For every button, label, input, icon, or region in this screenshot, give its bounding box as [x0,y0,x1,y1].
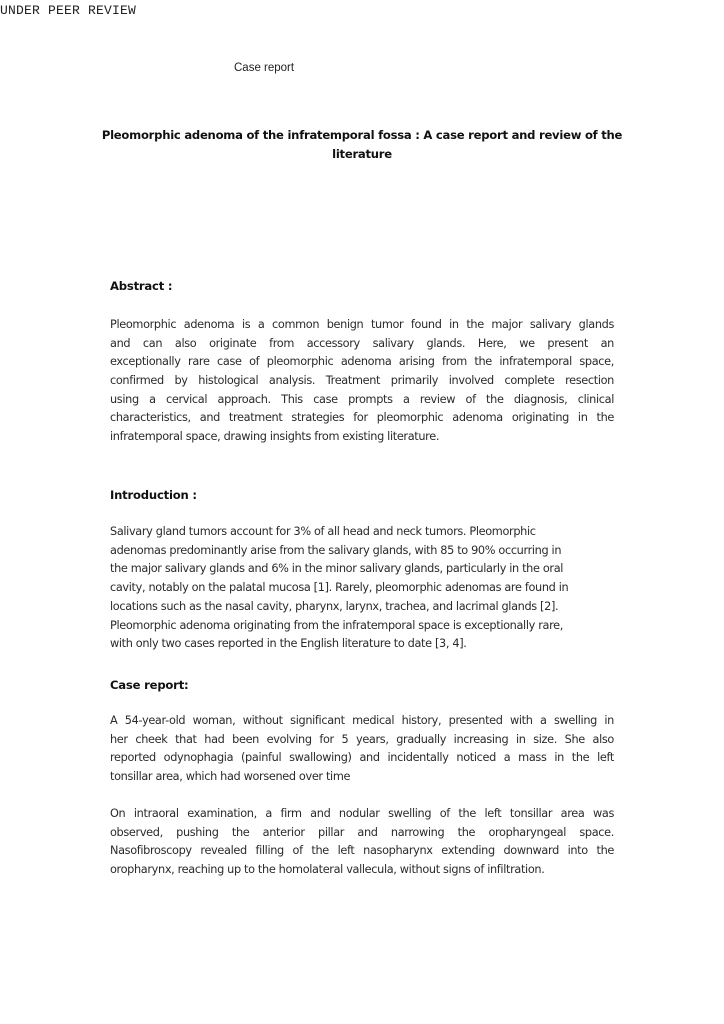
text-line: cavity, notably on the palatal mucosa [1]. Rarely, pleomorphic adenomas are found in [110,581,569,595]
case-report-paragraph-1 [110,712,614,787]
text-line: oropharynx, reaching up to the homolateral vallecula, without signs of infiltration. [110,863,545,877]
introduction-heading: Introduction : [110,488,197,502]
peer-review-stamp: UNDER PEER REVIEW [0,3,137,18]
text-line: Pleomorphic adenoma originating from the infratemporal space is exceptionally rare, [110,618,563,632]
abstract-heading: Abstract : [110,279,173,293]
text-line: Nasofibroscopy revealed filling of the left nasopharynx extending downward into the [110,844,614,858]
title-line: Pleomorphic adenoma of the infratemporal fossa : A case report and review of the [101,128,623,142]
title-line: literature [332,147,392,161]
text-line: characteristics, and treatment strategies for pleomorphic adenoma originating in the [110,411,614,425]
case-report-heading: Case report: [110,678,189,692]
text-line: Pleomorphic adenoma is a common benign tumor found in the major salivary glands [110,318,614,331]
text-line: exceptionally rare case of pleomorphic adenoma arising from the infratemporal space, [110,355,614,369]
text-line: adenomas predominantly arise from the salivary glands, with 85 to 90% occurring in [110,543,562,557]
paper-title [100,126,624,164]
text-line: with only two cases reported in the English literature to date [3, 4]. [110,637,467,651]
text-line: infratemporal space, drawing insights from existing literature. [110,430,440,444]
text-line: confirmed by histological analysis. Treatment primarily involved complete resection [110,374,614,388]
text-line: locations such as the nasal cavity, pharynx, larynx, trachea, and lacrimal glands [2]. [110,599,559,613]
abstract-paragraph [110,316,614,447]
text-line: tonsillar area, which had worsened over time [110,770,351,784]
text-line: On intraoral examination, a firm and nodular swelling of the left tonsillar area was [110,807,614,820]
text-line: the major salivary glands and 6% in the minor salivary glands, particularly in the oral [110,562,564,576]
case-report-paragraph-2 [110,805,614,880]
text-line: and can also originate from accessory salivary glands. Here, we present an [110,336,614,350]
introduction-paragraph [110,523,614,654]
text-line: observed, pushing the anterior pillar and narrowing the oropharyngeal space. [110,825,614,839]
article-type-label: Case report [234,62,295,74]
text-line: her cheek that had been evolving for 5 years, gradually increasing in size. She also [110,732,614,746]
text-line: reported odynophagia (painful swallowing) and incidentally noticed a mass in the left [110,751,614,765]
text-line: Salivary gland tumors account for 3% of all head and neck tumors. Pleomorphic [110,525,536,538]
text-line: A 54-year-old woman, without significant medical history, presented with a swelling in [110,714,614,727]
text-line: using a cervical approach. This case prompts a review of the diagnosis, clinical [110,392,614,406]
